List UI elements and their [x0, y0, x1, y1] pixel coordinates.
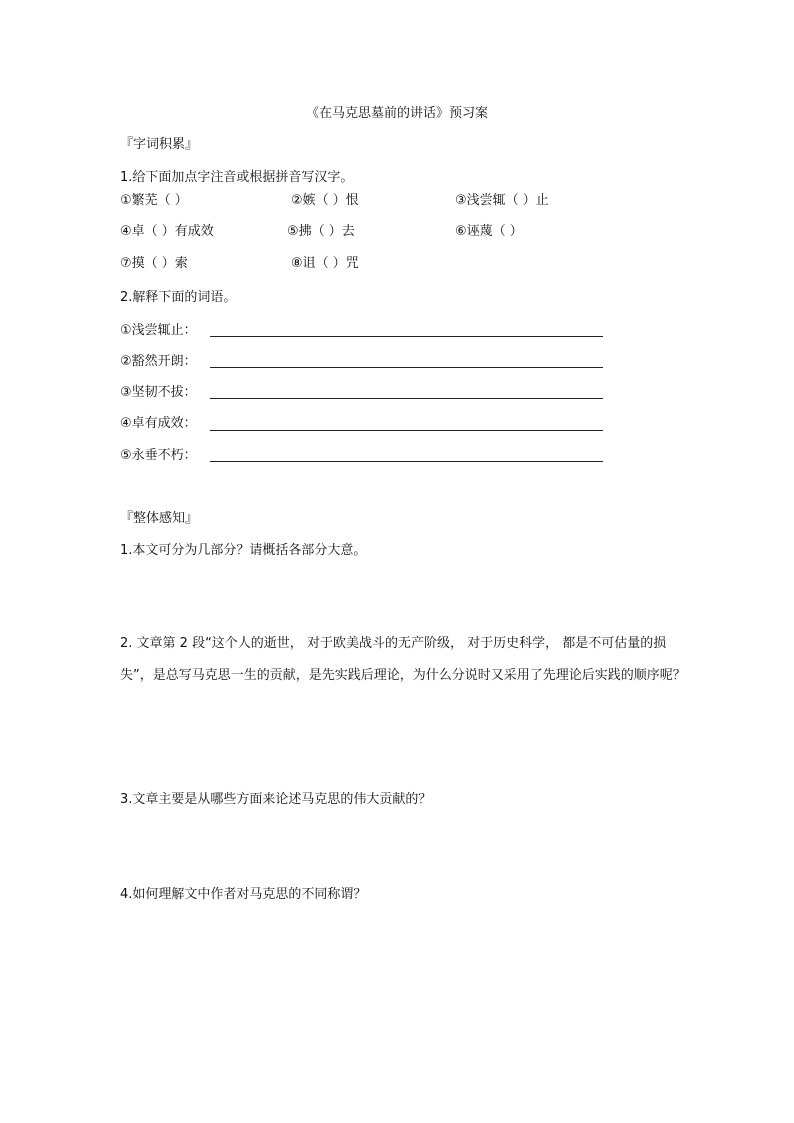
section-heading-vocabulary: 『字词积累』 [120, 137, 199, 152]
answer-line-5[interactable] [210, 461, 603, 462]
term-label-1: ①浅尝辄止： [120, 323, 197, 338]
page-title: 《在马克思墓前的讲话》预习案 [305, 106, 488, 121]
answer-line-1[interactable] [210, 336, 603, 337]
term-label-5: ⑤永垂不朽： [120, 448, 197, 463]
question-2-prompt: 2.解释下面的词语。 [120, 290, 237, 305]
term-label-2: ②豁然开朗： [120, 354, 197, 369]
overall-question-4: 4.如何理解文中作者对马克思的不同称谓？ [120, 887, 367, 902]
section-heading-overall: 『整体感知』 [120, 511, 199, 526]
vocab-item-8: ⑧诅（ ）咒 [291, 256, 359, 271]
answer-line-2[interactable] [210, 367, 603, 368]
question-1-prompt: 1.给下面加点字注音或根据拼音写汉字。 [120, 170, 354, 185]
answer-line-3[interactable] [210, 398, 603, 399]
vocab-item-1: ①繁芜（ ） [120, 193, 188, 208]
answer-line-4[interactable] [210, 430, 603, 431]
term-label-4: ④卓有成效： [120, 416, 197, 431]
vocab-item-7: ⑦摸（ ）索 [120, 256, 188, 271]
overall-question-3: 3.文章主要是从哪些方面来论述马克思的伟大贡献的？ [120, 792, 432, 807]
overall-question-1: 1.本文可分为几部分？请概括各部分大意。 [120, 543, 367, 558]
vocab-item-2: ②嫉（ ）恨 [291, 193, 359, 208]
vocab-item-5: ⑤拂（ ）去 [287, 224, 355, 239]
vocab-item-4: ④卓（ ）有成效 [120, 224, 214, 239]
overall-question-2: 2. 文章第 2 段“这个人的逝世， 对于欧美战斗的无产阶级， 对于历史科学， 都是不可估量的损失”，是总写马克思一生的贡献，是先实践后理论，为什么分说时又采用了先理论后实践的顺序呢？ [120, 636, 686, 683]
term-label-3: ③坚韧不拔： [120, 385, 197, 400]
vocab-item-6: ⑥诬蔑（ ） [455, 224, 523, 239]
vocab-item-3: ③浅尝辄（ ）止 [455, 193, 549, 208]
